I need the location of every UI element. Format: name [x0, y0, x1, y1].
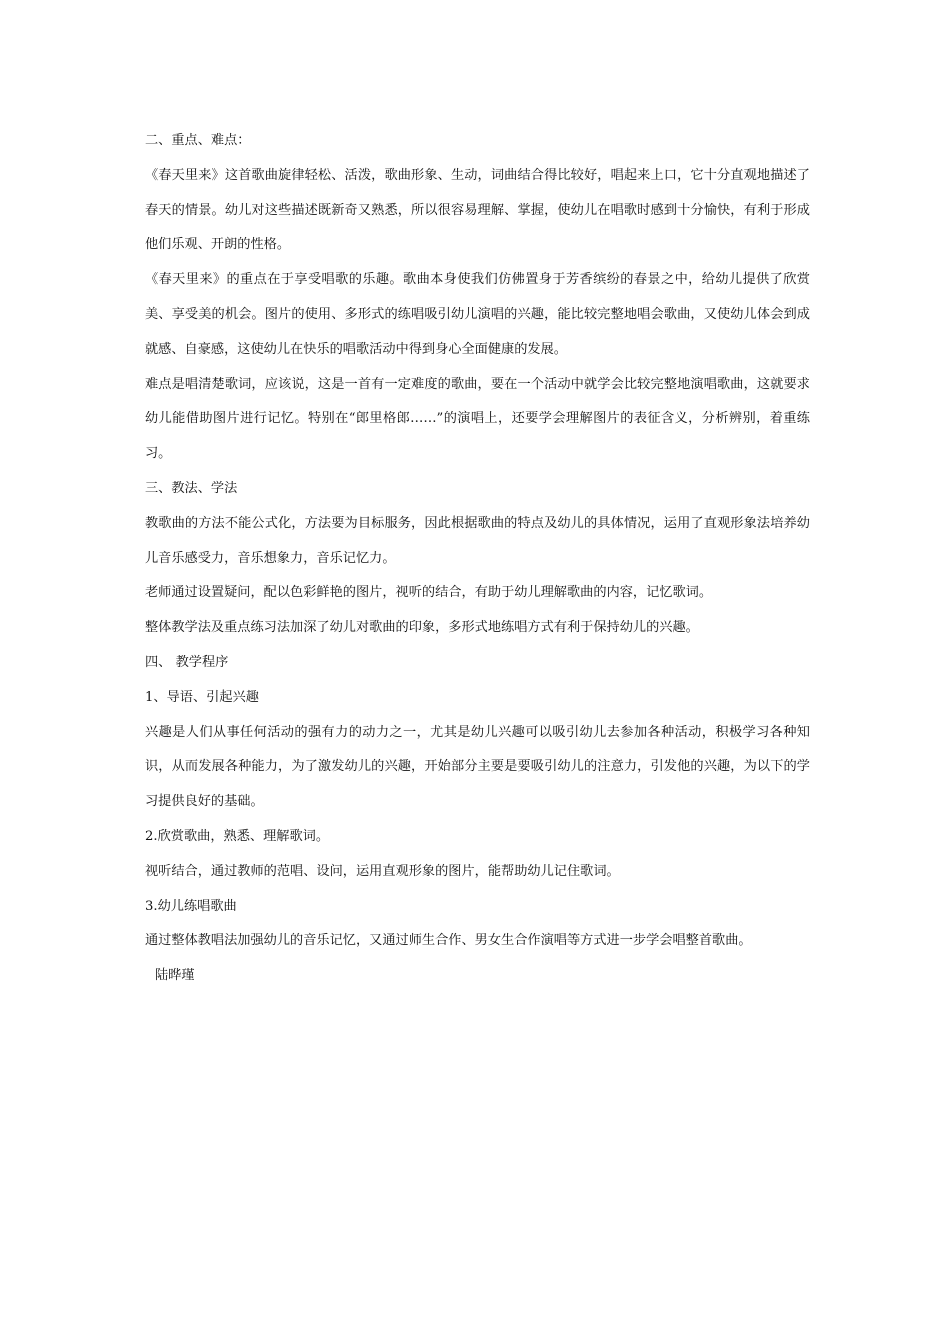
paragraph: 《春天里来》这首歌曲旋律轻松、活泼，歌曲形象、生动，词曲结合得比较好，唱起来上口，它十分直观地描述了春天的情景。幼儿对这些描述既新奇又熟悉，所以很容易理解、掌握，使幼儿在唱歌时感到十分愉快，有利于形成他们乐观、开朗的性格。 — [145, 167, 810, 253]
section-heading: 二、重点、难点： — [145, 133, 251, 148]
section-heading: 四、 教学程序 — [145, 654, 229, 670]
paragraph: 教歌曲的方法不能公式化，方法要为目标服务，因此根据歌曲的特点及幼儿的具体情况，运用了直观形象法培养幼儿音乐感受力，音乐想象力，音乐记忆力。 — [145, 515, 810, 566]
paragraph: 难点是唱清楚歌词，应该说，这是一首有一定难度的歌曲，要在一个活动中就学会比较完整地演唱歌曲，这就要求幼儿能借助图片进行记忆。特别在“郎里格郎……”的演唱上，还要学会理解图片的表征含义，分析辨别，着重练习。 — [145, 376, 810, 462]
paragraph: 老师通过设置疑问，配以色彩鲜艳的图片，视听的结合，有助于幼儿理解歌曲的内容，记忆歌词。 — [145, 585, 713, 601]
paragraph: 视听结合，通过教师的范唱、设问，运用直观形象的图片，能帮助幼儿记住歌词。 — [145, 863, 620, 879]
paragraph: 通过整体教唱法加强幼儿的音乐记忆，又通过师生合作、男女生合作演唱等方式进一步学会唱整首歌曲。 — [145, 933, 752, 949]
paragraph: 《春天里来》的重点在于享受唱歌的乐趣。歌曲本身使我们仿佛置身于芳香缤纷的春景之中，给幼儿提供了欣赏美、享受美的机会。图片的使用、多形式的练唱吸引幼儿演唱的兴趣，能比较完整地唱会歌曲，又使幼儿体会到成就感、自豪感，这使幼儿在快乐的唱歌活动中得到身心全面健康的发展。 — [145, 272, 810, 357]
step-heading: 3.幼儿练唱歌曲 — [145, 898, 237, 914]
step-heading: 1、导语、引起兴趣 — [145, 689, 259, 705]
paragraph: 兴趣是人们从事任何活动的强有力的动力之一，尤其是幼儿兴趣可以吸引幼儿去参加各种活动，积极学习各种知识，从而发展各种能力，为了激发幼儿的兴趣，开始部分主要是要吸引幼儿的注意力，引发他的兴趣，为以下的学习提供良好的基础。 — [145, 724, 810, 810]
author-name: 陆晔瑾 — [155, 968, 195, 984]
section-heading: 三、教法、学法 — [145, 480, 238, 496]
paragraph: 整体教学法及重点练习法加深了幼儿对歌曲的印象，多形式地练唱方式有利于保持幼儿的兴趣。 — [145, 620, 699, 636]
document-page — [145, 124, 810, 994]
step-heading: 2.欣赏歌曲，熟悉、理解歌词。 — [145, 828, 330, 844]
